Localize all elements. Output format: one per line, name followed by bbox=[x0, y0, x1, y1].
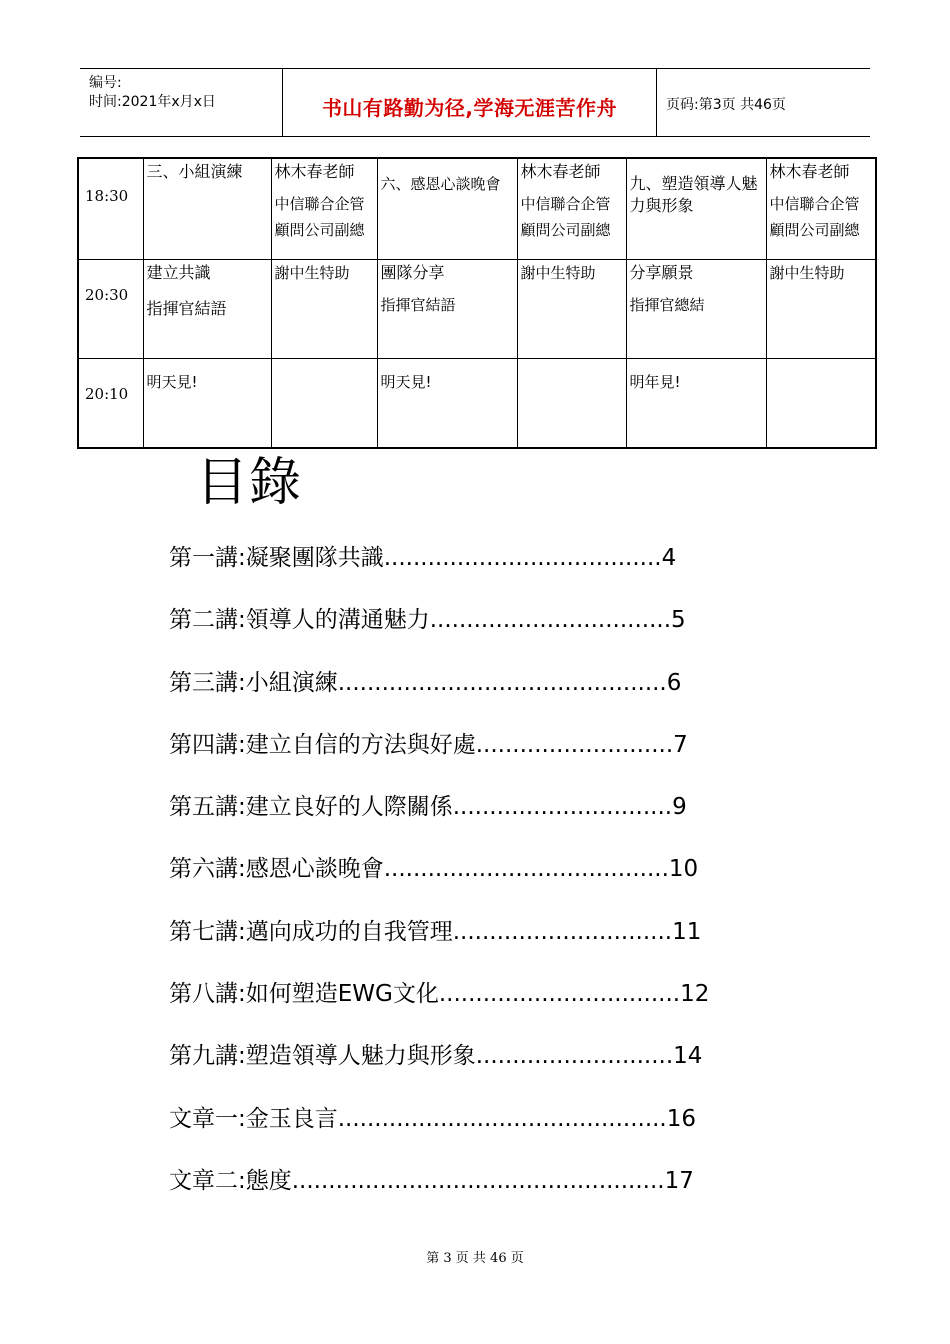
table-cell bbox=[626, 359, 766, 449]
table-row bbox=[78, 359, 876, 449]
time-cell: 18:30 bbox=[78, 158, 143, 260]
table-cell bbox=[377, 359, 517, 449]
toc-item: 第三講:小組演練.............................................6 bbox=[169, 669, 682, 696]
session-note: 指揮官結語 bbox=[380, 296, 456, 314]
toc-item: 第六講:感恩心談晚會.......................................10 bbox=[169, 856, 699, 883]
header-page-cell bbox=[657, 69, 870, 136]
speaker-role: 顧問公司副總 bbox=[520, 221, 611, 239]
toc-item: 第一講:凝聚團隊共識......................................4 bbox=[169, 545, 677, 571]
table-cell bbox=[377, 158, 517, 260]
header-page-label: 页码:第3页 共46页 bbox=[666, 97, 786, 113]
table-cell bbox=[271, 158, 377, 260]
toc-item: 第二講:領導人的溝通魅力.................................5 bbox=[169, 607, 686, 634]
table-cell bbox=[271, 260, 377, 359]
session-title: 九、塑造領導人魅力與形象 bbox=[629, 174, 758, 215]
closing-text: 明天見! bbox=[380, 373, 432, 391]
toc-item: 第七講:邁向成功的自我管理..............................11 bbox=[169, 918, 702, 945]
toc-list bbox=[169, 538, 809, 1223]
table-cell bbox=[626, 260, 766, 359]
session-note: 指揮官結語 bbox=[146, 299, 227, 318]
closing-text: 明年見! bbox=[629, 373, 681, 391]
table-cell bbox=[626, 158, 766, 260]
header-motto-cell bbox=[283, 69, 657, 136]
table-cell bbox=[766, 359, 876, 449]
session-title: 團隊分享 bbox=[380, 263, 445, 282]
table-cell bbox=[517, 359, 626, 449]
time-cell: 20:10 bbox=[78, 359, 143, 449]
table-cell bbox=[143, 359, 271, 449]
table-cell bbox=[517, 158, 626, 260]
speaker-name: 謝中生特助 bbox=[520, 264, 596, 282]
table-cell bbox=[143, 260, 271, 359]
schedule-table bbox=[77, 157, 877, 449]
table-row bbox=[78, 260, 876, 359]
toc-item: 第九講:塑造領導人魅力與形象...........................14 bbox=[169, 1043, 703, 1070]
speaker-name: 謝中生特助 bbox=[274, 264, 350, 282]
session-title: 六、感恩心談晚會 bbox=[380, 175, 501, 193]
speaker-name: 謝中生特助 bbox=[769, 264, 845, 282]
toc-item: 文章二:態度...................................................17 bbox=[169, 1167, 694, 1194]
closing-text: 明天見! bbox=[146, 373, 198, 391]
page-header bbox=[80, 68, 870, 137]
toc-item: 文章一:金玉良言.............................................16 bbox=[169, 1105, 697, 1132]
toc-title: 目錄 bbox=[196, 453, 303, 513]
table-cell bbox=[271, 359, 377, 449]
session-title: 建立共識 bbox=[146, 263, 211, 282]
table-cell bbox=[766, 158, 876, 260]
speaker-org: 中信聯合企管 bbox=[520, 195, 611, 213]
speaker-org: 中信聯合企管 bbox=[274, 195, 365, 213]
speaker-name: 林木春老師 bbox=[769, 162, 850, 181]
toc-item: 第四講:建立自信的方法與好處...........................7 bbox=[169, 731, 688, 758]
time-cell: 20:30 bbox=[78, 260, 143, 359]
speaker-name: 林木春老師 bbox=[520, 162, 601, 181]
header-motto: 书山有路勤为径,学海无涯苦作舟 bbox=[321, 96, 618, 120]
table-cell bbox=[517, 260, 626, 359]
table-cell bbox=[377, 260, 517, 359]
speaker-name: 林木春老師 bbox=[274, 162, 355, 181]
table-cell bbox=[766, 260, 876, 359]
session-title: 分享願景 bbox=[629, 263, 694, 282]
doc-code-label: 编号: bbox=[89, 75, 122, 91]
page-footer: 第 3 页 共 46 页 bbox=[426, 1251, 524, 1266]
session-title: 三、小組演練 bbox=[146, 162, 243, 181]
speaker-role: 顧問公司副總 bbox=[769, 221, 860, 239]
header-meta-cell bbox=[80, 69, 283, 136]
speaker-org: 中信聯合企管 bbox=[769, 195, 860, 213]
speaker-role: 顧問公司副總 bbox=[274, 221, 365, 239]
session-note: 指揮官總結 bbox=[629, 296, 705, 314]
table-row bbox=[78, 158, 876, 260]
table-cell bbox=[143, 158, 271, 260]
doc-time-label: 时间:2021年x月x日 bbox=[89, 94, 216, 110]
toc-item: 第五講:建立良好的人際關係..............................9 bbox=[169, 794, 687, 821]
toc-item: 第八講:如何塑造EWG文化.................................12 bbox=[169, 981, 710, 1008]
